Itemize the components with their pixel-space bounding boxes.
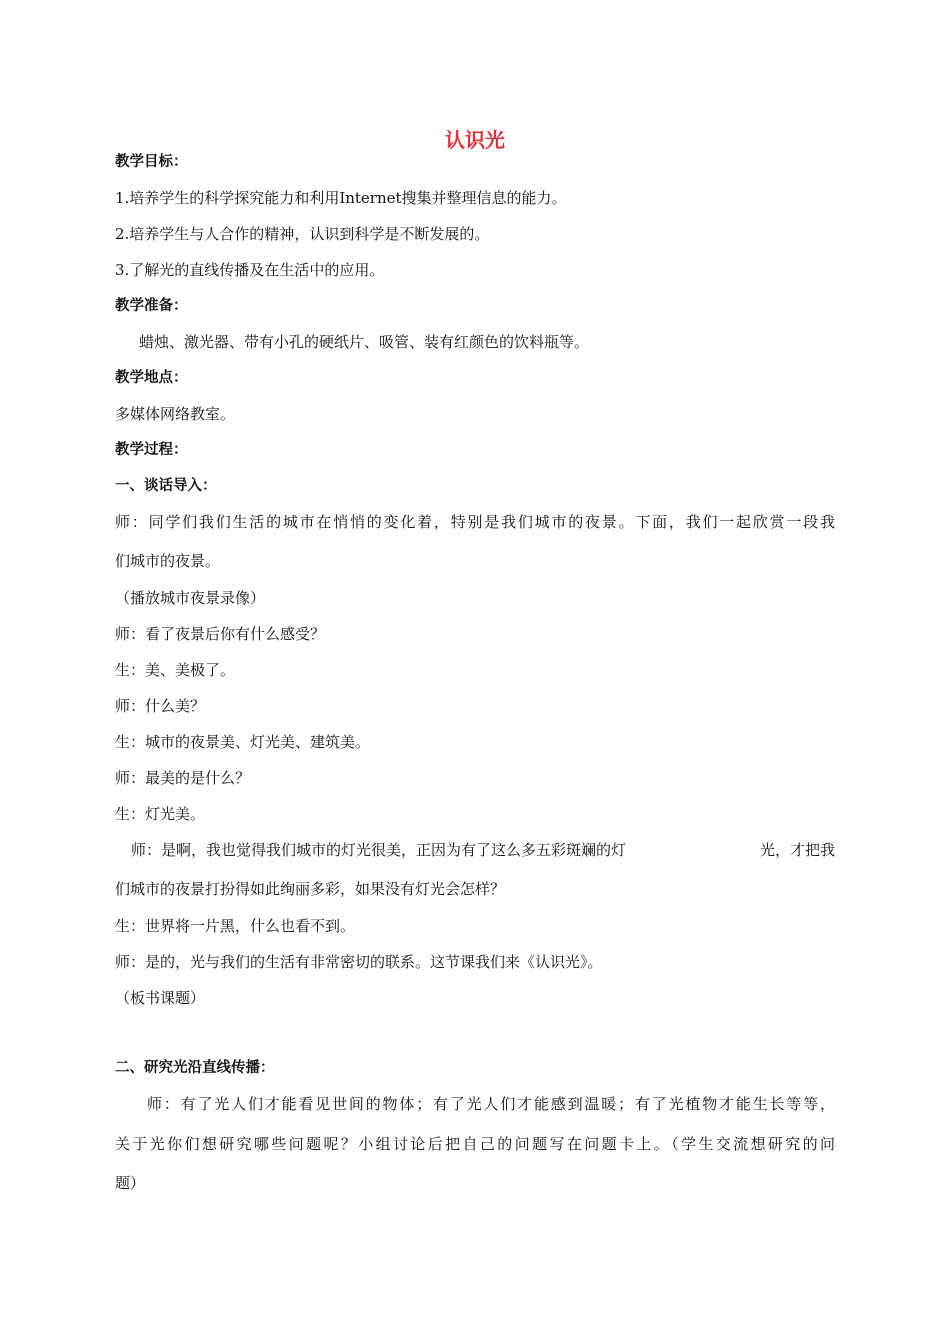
dialogue-line-part-a: 师：是啊，我也觉得我们城市的灯光很美，正因为有了这么多五彩斑斓的灯 [131,841,627,859]
dialogue-line: 师：是的，光与我们的生活有非常密切的联系。这节课我们来《认识光》。 [115,953,603,971]
section2-heading: 二、研究光沿直线传播： [115,1060,275,1076]
goals-heading: 教学目标： [115,154,188,170]
place-heading: 教学地点： [115,370,188,386]
goal-item: 3.了解光的直线传播及在生活中的应用。 [115,261,385,279]
goal-item: 1.培养学生的科学探究能力和利用Internet搜集并整理信息的能力。 [115,189,567,207]
dialogue-line: 们城市的夜景打扮得如此绚丽多彩，如果没有灯光会怎样？ [115,880,506,898]
dialogue-line: （播放城市夜景录像） [115,589,266,607]
dialogue-line-part-b: 光，才把我 [759,841,835,859]
page-title: 认识光 [445,128,505,152]
paragraph-line: 师：有了光人们才能看见世间的物体；有了光人们才能感到温暖；有了光植物才能生长等等， [147,1095,835,1113]
dialogue-line: 们城市的夜景。 [115,552,221,570]
dialogue-line: 生：世界将一片黑，什么也看不到。 [115,917,356,935]
prep-text: 蜡烛、激光器、带有小孔的硬纸片、吸管、装有红颜色的饮料瓶等。 [139,333,590,351]
dialogue-line: 师：最美的是什么？ [115,769,251,787]
dialogue-line: 师：同学们我们生活的城市在悄悄的变化着，特别是我们城市的夜景。下面，我们一起欣赏一段我 [115,513,835,531]
dialogue-line-split [131,840,835,860]
process-heading: 教学过程： [115,442,188,458]
dialogue-line: 生：美、美极了。 [115,661,236,679]
prep-heading: 教学准备： [115,298,188,314]
dialogue-line: 生：灯光美。 [115,805,206,823]
paragraph-line: 题） [115,1174,146,1192]
goal-item: 2.培养学生与人合作的精神，认识到科学是不断发展的。 [115,225,490,243]
place-text: 多媒体网络教室。 [115,405,236,423]
dialogue-line: 师：什么美？ [115,697,206,715]
paragraph-line: 关于光你们想研究哪些问题呢？小组讨论后把自己的问题写在问题卡上。（学生交流想研究的问 [115,1135,835,1153]
section1-heading: 一、谈话导入： [115,478,217,494]
dialogue-line: 师：看了夜景后你有什么感受？ [115,625,326,643]
dialogue-line: 生：城市的夜景美、灯光美、建筑美。 [115,733,371,751]
dialogue-line: （板书课题） [115,989,206,1007]
